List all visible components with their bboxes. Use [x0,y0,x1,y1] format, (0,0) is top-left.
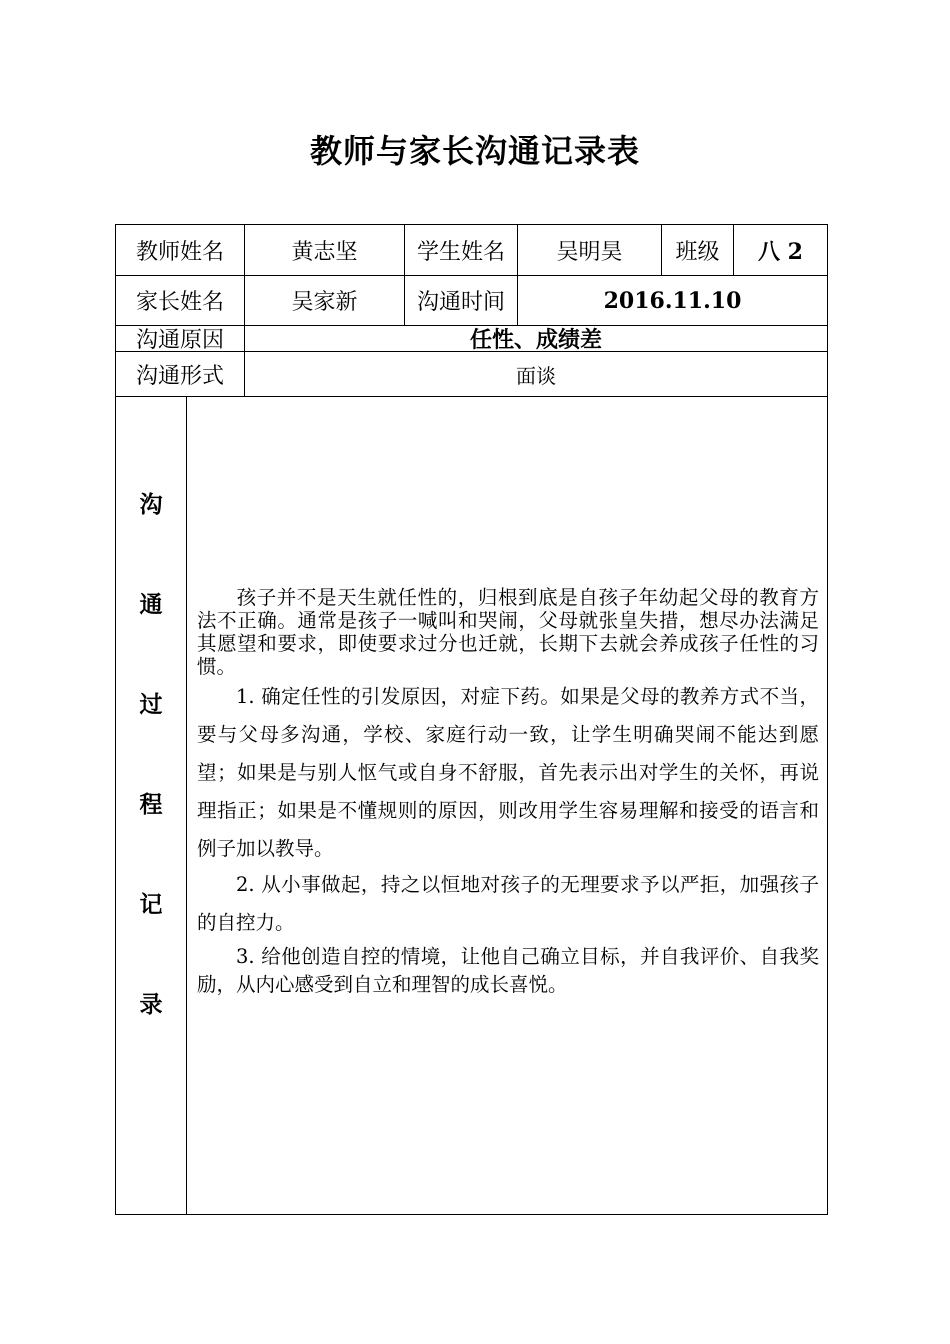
teacher-name-value: 黄志坚 [244,224,405,276]
process-label-char: 程 [139,791,163,818]
process-label-char: 录 [139,991,163,1018]
record-paragraph: 3. 给他创造自控的情境，让他自己确立目标，并自我评价、自我奖励，从内心感受到自立和理智的成长喜悦。 [197,945,819,996]
parent-name-label: 家长姓名 [115,275,245,326]
teacher-name-label: 教师姓名 [115,224,245,276]
class-value: 八 2 [733,224,828,276]
class-label: 班级 [661,224,734,276]
communication-time-value: 2016.11.10 [517,275,828,326]
page-title: 教师与家长沟通记录表 [309,132,640,170]
student-name-label: 学生姓名 [404,224,518,276]
communication-form-value: 面谈 [244,351,828,397]
student-name-value: 吴明昊 [517,224,662,276]
communication-reason-label: 沟通原因 [115,325,245,352]
record-paragraph: 孩子并不是天生就任性的，归根到底是自孩子年幼起父母的教育方法不正确。通常是孩子一喊叫和哭闹，父母就张皇失措，想尽办法满足其愿望和要求，即使要求过分也迁就，长期下去就会养成孩子任性的习惯。 [197,586,819,678]
process-label-char: 通 [139,591,163,618]
process-record-label [115,396,187,1215]
process-label-char: 沟 [139,491,163,518]
record-paragraph: 1. 确定任性的引发原因，对症下药。如果是父母的教养方式不当，要与父母多沟通，学校、家庭行动一致，让学生明确哭闹不能达到愿望；如果是与别人怄气或自身不舒服，首先表示出对学生的关怀，再说理指正；如果是不懂规则的原因，则改用学生容易理解和接受的语言和例子加以教导。 [197,685,819,860]
parent-name-value: 吴家新 [244,275,405,326]
process-label-char: 过 [139,691,163,718]
record-paragraph: 2. 从小事做起，持之以恒地对孩子的无理要求予以严拒，加强孩子的自控力。 [197,873,819,934]
communication-time-label: 沟通时间 [404,275,518,326]
communication-form-label: 沟通形式 [115,351,245,397]
process-record-content [186,396,828,1215]
communication-reason-value: 任性、成绩差 [244,325,828,352]
process-label-char: 记 [139,891,163,918]
